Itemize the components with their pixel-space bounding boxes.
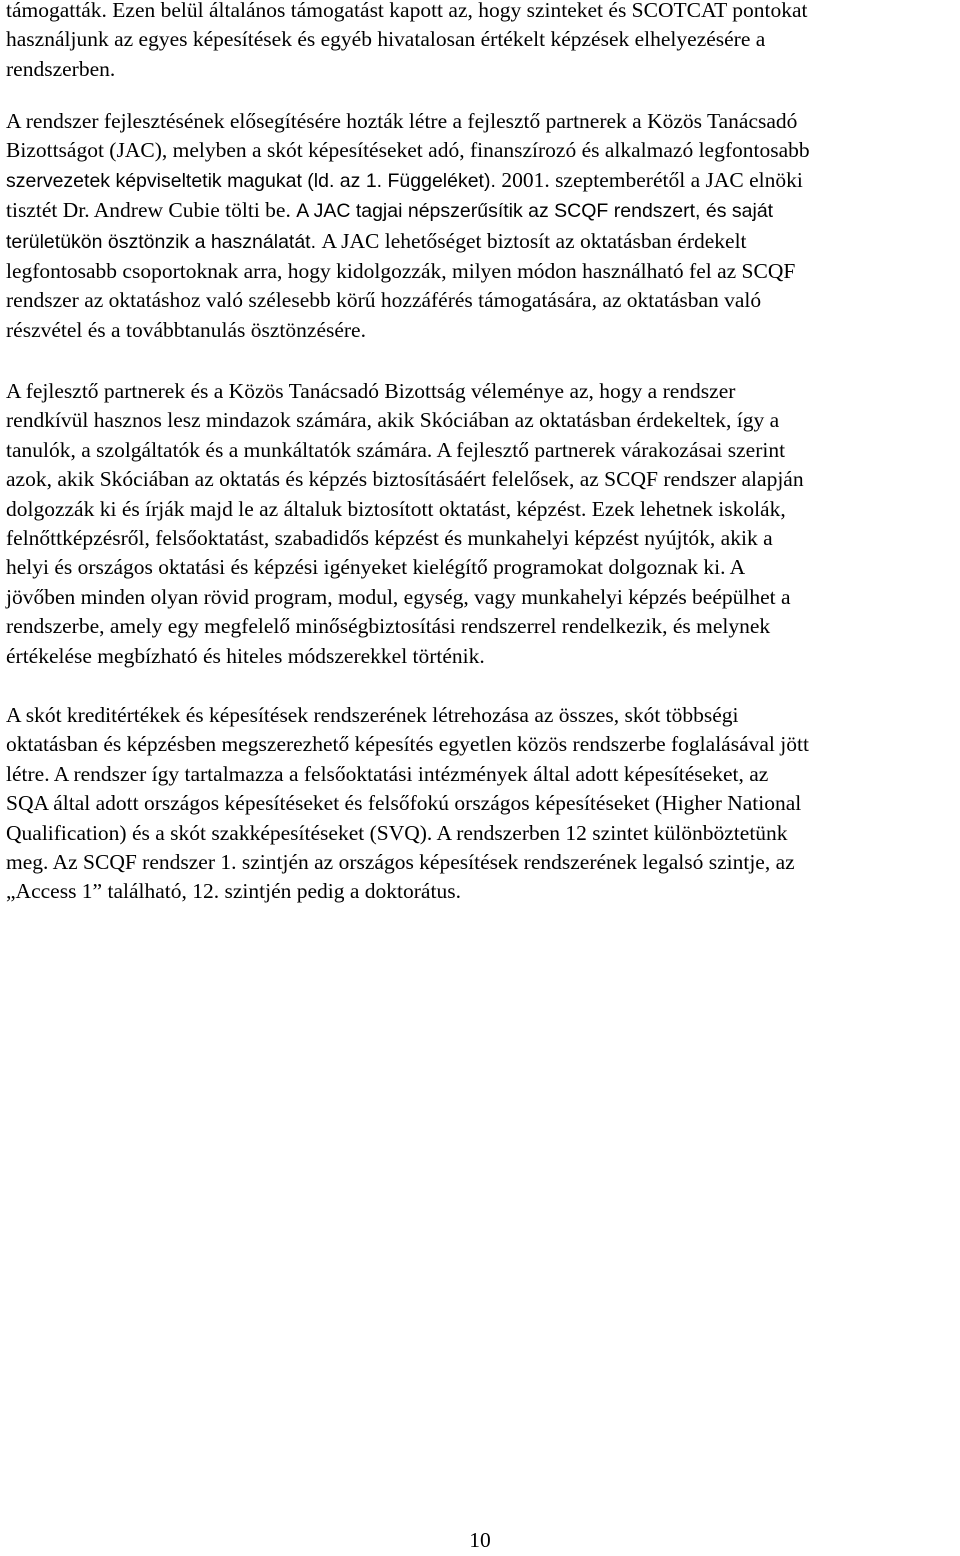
text-line [6,877,809,906]
text-segment: jövőben minden olyan rövid program, modul, egység, vagy munkahelyi képzés beépülhet a [6,584,791,609]
text-line [6,583,804,612]
text-line [6,819,809,848]
text-line [6,612,804,641]
text-segment: használjunk az egyes képesítések és egyéb hivatalosan értékelt képzések elhelyezésére a [6,27,766,52]
text-segment: oktatásban és képzésben megszerezhető képesítés egyetlen közös rendszerbe foglalásával jött [6,732,809,757]
text-segment: SQA által adott országos képesítéseket és felsőfokú országos képesítéseket (Higher National [6,791,802,816]
text-segment: „Access 1” található, 12. szintjén pedig a doktorátus. [6,879,461,904]
text-line [6,286,810,315]
text-segment: rendszer az oktatáshoz való szélesebb körű hozzáférés támogatására, az oktatásban való [6,288,762,313]
text-segment: rendszerben. [6,56,116,81]
text-segment: tanulók, a szolgáltatók és a munkáltatók számára. A fejlesztő partnerek várakozásai szerint [6,437,786,462]
text-line [6,257,810,286]
text-line [6,166,810,196]
text-segment: A rendszer fejlesztésének elősegítésére hozták létre a fejlesztő partnerek a Közös Tanácsadó [6,109,798,133]
text-line [6,495,804,524]
text-segment: Qualification) és a skót szakképesítéseket (SVQ). A rendszerben 12 szintet különböztetünk [6,820,788,845]
text-segment: rendszerbe, amely egy megfelelő minőségbiztosítási rendszerrel rendelkezik, és melynek [6,614,771,639]
text-line [6,848,809,877]
text-segment: értékelése megbízható és hiteles módszerekkel történik. [6,643,485,668]
text-line [6,465,804,494]
text-line [6,25,807,54]
text-segment: felnőttképzésről, felsőoktatást, szabadidős képzést és munkahelyi képzést nyújtók, akik a [6,526,773,551]
text-line [6,55,807,84]
text-segment: helyi és országos oktatási és képzési igényeket kielégítő programokat dolgoznak ki. A [6,555,746,580]
text-line [6,316,810,345]
text-line [6,553,804,582]
page-number: 10 [469,1528,491,1552]
text-line [6,0,807,25]
text-segment: létre. A rendszer így tartalmazza a felsőoktatási intézmények által adott képesítéseket, az [6,761,769,786]
text-segment: szervezetek képviseltetik magukat (ld. az 1. Függeléket). [6,169,502,192]
text-segment: A JAC lehetőséget biztosít az oktatásban érdekelt [321,228,747,253]
paragraph-4 [6,701,809,907]
text-line [6,196,810,226]
text-segment: részvétel és a továbbtanulás ösztönzésére. [6,317,366,342]
text-segment: azok, akik Skóciában az oktatás és képzés biztosításáért felelősek, az SCQF rendszer alapján [6,467,804,492]
text-line [6,406,804,435]
text-line [6,701,809,730]
text-line [6,642,804,671]
text-segment: rendkívül hasznos lesz mindazok számára, akik Skóciában az oktatásban érdekeltek, így a [6,408,780,433]
text-line [6,227,810,257]
text-line [6,760,809,789]
text-segment: legfontosabb csoportoknak arra, hogy kidolgozzák, milyen módon használható fel az SCQF [6,259,796,284]
text-segment: területükön ösztönzik a használatát. [6,230,322,253]
text-line [6,524,804,553]
paragraph-3 [6,377,804,671]
text-segment: A JAC tagjai népszerűsítik az SCQF rendszert, és saját [296,200,774,223]
text-segment: A fejlesztő partnerek és a Közös Tanácsadó Bizottság véleménye az, hogy a rendszer [6,379,736,403]
paragraph-2 [6,107,810,345]
text-line [6,377,804,406]
text-line [6,436,804,465]
text-line [6,136,810,165]
text-segment: Bizottságot (JAC), melyben a skót képesítéseket adó, finanszírozó és alkalmazó legfontosabb [6,138,810,163]
text-segment: 2001. szeptemberétől a JAC elnöki [501,167,803,192]
text-line [6,789,809,818]
text-segment: A skót kreditértékek és képesítések rendszerének létrehozása az összes, skót többségi [6,703,739,727]
text-segment: meg. Az SCQF rendszer 1. szintjén az országos képesítések rendszerének legalsó szintje, az [6,850,795,875]
text-segment: tisztét Dr. Andrew Cubie tölti be. [6,198,297,223]
text-segment: támogatták. Ezen belül általános támogatást kapott az, hogy szinteket és SCOTCAT pontokat [6,0,808,22]
text-segment: dolgozzák ki és írják majd le az általuk biztosított oktatást, képzést. Ezek lehetnek iskolák, [6,496,786,521]
text-line [6,107,810,136]
text-line [6,730,809,759]
paragraph-1 [6,0,807,84]
